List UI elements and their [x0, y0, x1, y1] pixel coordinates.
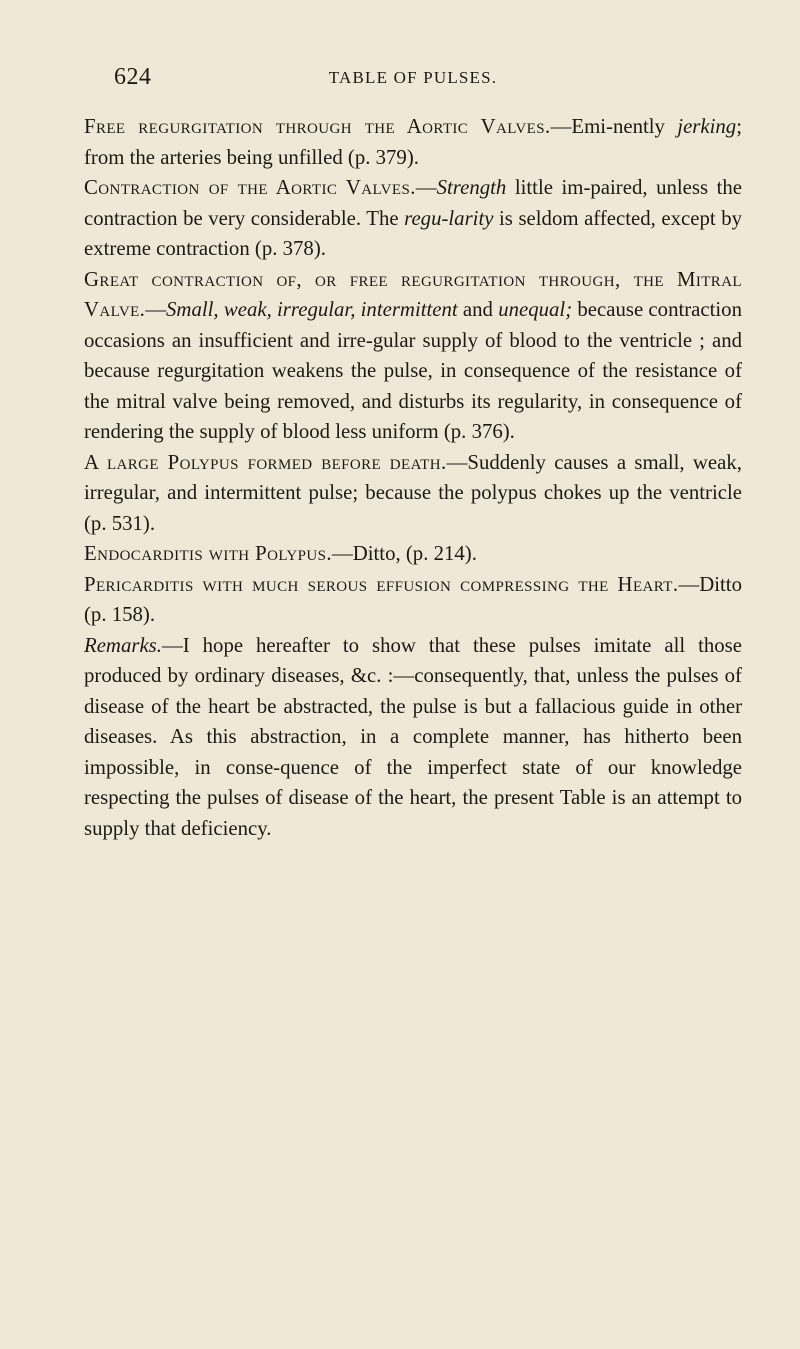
remarks-text: I hope hereafter to show that these pulses imitate all those produced by ordinary diseases, &c. :—consequently, that, unless the pulses of disease of the heart be abstracted, the pulse is but a fallacious guide in other diseases. As this abstraction, in a complete manner, has hitherto been impossible, in conse-quence of the imperfect state of our knowledge respecting the pulses of disease of the heart, the present Table is an attempt to supply that deficiency.	[84, 633, 742, 840]
entry-text: because contraction occasions an insufficient and irre-gular supply of blood to the ventricle ; and because regurgitation weakens the pulse, in consequence of the resistance of the mitral valve being removed, and disturbs its regularity, in consequence of rendering the supply of blood less uniform (p. 376).	[84, 298, 742, 443]
remarks-paragraph	[84, 631, 742, 845]
entry-aortic-regurgitation	[84, 112, 742, 173]
entry-heading: A large Polypus formed before death.	[84, 450, 447, 474]
entry-emphasis: Small, weak, irregular, intermittent	[166, 298, 458, 321]
page-number: 624	[114, 64, 152, 90]
entry-text: Ditto, (p. 214).	[352, 542, 477, 565]
running-head	[84, 64, 742, 98]
entry-emphasis: Strength	[436, 176, 507, 199]
entry-endocarditis	[84, 539, 742, 570]
entry-text: Ditto (p. 158).	[84, 572, 742, 626]
remarks-label: Remarks.	[84, 633, 162, 657]
entry-dash: —	[145, 298, 167, 321]
entry-heading: Great contraction of, or free regurgitation through, the Mitral Valve.	[84, 267, 742, 321]
entry-text: and	[457, 298, 499, 321]
entry-dash: —	[678, 572, 700, 596]
entry-text: little im-paired, unless the contraction be very considerable. The	[84, 176, 743, 230]
entry-text: is seldom affected, except by extreme contraction (p. 378).	[84, 206, 742, 260]
entry-text: ; from the arteries being unfilled (p. 379).	[84, 115, 742, 169]
entry-heading: Pericarditis with much serous effusion compressing the Heart.	[84, 572, 679, 596]
entry-dash: —	[446, 450, 468, 474]
entry-emphasis: jerking	[677, 115, 737, 138]
entry-text: Emi-nently	[571, 115, 678, 138]
entry-dash: —	[550, 115, 572, 138]
entry-mitral-valve	[84, 265, 742, 448]
entry-dash: —	[331, 542, 353, 565]
entry-large-polypus	[84, 448, 742, 540]
page-content	[84, 112, 742, 844]
entry-emphasis: unequal;	[498, 298, 573, 321]
entry-emphasis: regu-larity	[404, 206, 494, 230]
entry-pericarditis	[84, 570, 742, 631]
remarks-dash: —	[161, 633, 183, 657]
entry-heading: Contraction of the Aortic Valves.	[84, 176, 416, 199]
running-title: TABLE OF PULSES.	[328, 68, 498, 87]
entry-heading: Endocarditis with Polypus.	[84, 542, 332, 565]
entry-heading: Free regurgitation through the Aortic Valves.	[84, 115, 551, 138]
entry-aortic-contraction	[84, 173, 742, 265]
entry-dash: —	[415, 176, 437, 199]
entry-text: Suddenly causes a small, weak, irregular, and intermittent pulse; because the polypus chokes up the ventricle (p. 531).	[84, 450, 742, 535]
